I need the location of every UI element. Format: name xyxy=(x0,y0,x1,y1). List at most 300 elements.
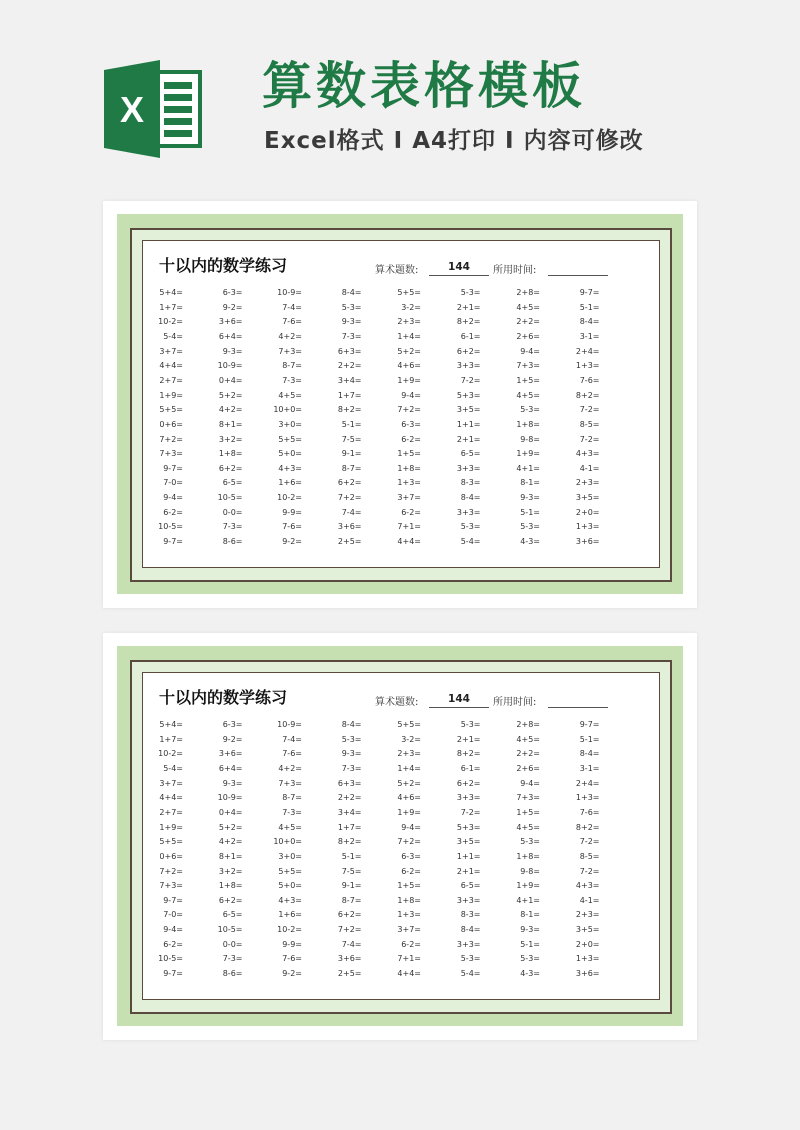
problem-cell: 7-0= xyxy=(163,910,183,920)
problem-cell: 6-5= xyxy=(222,478,243,488)
problem-cell: 1+9= xyxy=(516,881,540,891)
problem-cell: 8-5= xyxy=(579,419,600,429)
problem-cell: 5-3= xyxy=(341,734,362,744)
problem-cell: 5-4= xyxy=(460,537,481,547)
problem-cell: 5+2= xyxy=(218,390,243,400)
problem-cell: 4+2= xyxy=(278,763,302,773)
problem-cell: 2+7= xyxy=(159,375,183,385)
problem-cell: 5+5= xyxy=(159,405,183,415)
problem-cell: 3+3= xyxy=(456,507,481,517)
time-field[interactable] xyxy=(548,275,608,276)
problem-cell: 1+3= xyxy=(575,793,600,803)
problem-cell: 6+3= xyxy=(337,346,362,356)
problem-cell: 7+1= xyxy=(397,954,421,964)
problem-cell: 8-1= xyxy=(520,478,540,488)
problem-cell: 9-7= xyxy=(163,537,183,547)
problem-cell: 1+5= xyxy=(516,807,540,817)
problem-cell: 8-4= xyxy=(460,493,481,503)
problem-cell: 4+5= xyxy=(278,822,302,832)
problem-cell: 5-4= xyxy=(163,331,183,341)
problem-cell: 2+1= xyxy=(456,734,481,744)
problem-cell: 8-7= xyxy=(341,463,362,473)
problem-cell: 3+4= xyxy=(337,807,362,817)
problem-cell: 5+3= xyxy=(456,390,481,400)
problem-cell: 2+2= xyxy=(337,361,362,371)
problem-cell: 8-5= xyxy=(579,851,600,861)
problem-cell: 9-1= xyxy=(341,881,362,891)
problem-cell: 3+5= xyxy=(575,493,600,503)
problem-cell: 3-2= xyxy=(401,734,421,744)
problem-cell: 4+3= xyxy=(575,449,600,459)
problem-cell: 6-2= xyxy=(163,939,183,949)
green-border xyxy=(117,214,683,594)
problem-cell: 9-2= xyxy=(282,537,302,547)
problem-cell: 5-3= xyxy=(520,837,540,847)
problem-cell: 1+9= xyxy=(159,390,183,400)
problem-cell: 4+3= xyxy=(278,895,302,905)
problem-cell: 3+0= xyxy=(278,419,302,429)
problem-cell: 4-3= xyxy=(520,537,540,547)
problem-cell: 5+4= xyxy=(159,720,183,729)
problem-cell: 0+4= xyxy=(218,807,243,817)
problem-cell: 7-3= xyxy=(222,954,243,964)
problem-cell: 7-6= xyxy=(282,954,302,964)
problem-cell: 9-4= xyxy=(401,822,421,832)
problem-cell: 8-4= xyxy=(579,317,600,327)
problem-cell: 0-0= xyxy=(222,507,243,517)
problem-cell: 10-9= xyxy=(277,288,302,297)
problem-cell: 4+2= xyxy=(218,405,243,415)
problem-cell: 2+3= xyxy=(575,910,600,920)
problem-cell: 5+5= xyxy=(278,866,302,876)
problem-cell: 6+2= xyxy=(337,910,362,920)
problem-cell: 3+7= xyxy=(159,778,183,788)
problem-cell: 4+2= xyxy=(278,331,302,341)
problem-cell: 10-2= xyxy=(158,317,183,327)
problem-cell: 8+2= xyxy=(456,317,481,327)
problem-cell: 5+2= xyxy=(397,346,421,356)
problem-cell: 8-3= xyxy=(460,910,481,920)
problem-cell: 9-2= xyxy=(222,734,243,744)
problem-cell: 8-4= xyxy=(460,925,481,935)
problem-cell: 7-6= xyxy=(282,749,302,759)
problem-cell: 4+3= xyxy=(278,463,302,473)
problem-cell: 10+0= xyxy=(273,837,302,847)
problem-cell: 9-4= xyxy=(163,493,183,503)
problem-cell: 7-3= xyxy=(222,522,243,532)
problem-cell: 4+6= xyxy=(397,793,421,803)
worksheet-sheet xyxy=(142,240,660,568)
problem-cell: 6-2= xyxy=(163,507,183,517)
problem-cell: 7-3= xyxy=(282,375,302,385)
problem-cell: 4+5= xyxy=(516,822,540,832)
problem-cell: 2+6= xyxy=(516,331,540,341)
problem-cell: 2+0= xyxy=(575,507,600,517)
problem-cell: 8-6= xyxy=(222,537,243,547)
problem-cell: 6-3= xyxy=(222,288,243,297)
svg-text:X: X xyxy=(119,89,145,130)
problem-cell: 6-5= xyxy=(460,449,481,459)
problem-cell: 1+1= xyxy=(456,851,481,861)
problem-cell: 9-7= xyxy=(163,463,183,473)
problem-cell: 7-3= xyxy=(341,331,362,341)
worksheet-card-1 xyxy=(103,201,697,608)
problem-cell: 8-6= xyxy=(222,969,243,979)
problem-cell: 3+6= xyxy=(337,954,362,964)
problem-cell: 6+2= xyxy=(456,778,481,788)
problem-cell: 1+9= xyxy=(397,375,421,385)
problem-cell: 1+7= xyxy=(159,734,183,744)
problem-cell: 7-2= xyxy=(460,375,481,385)
problem-cell: 2+4= xyxy=(575,778,600,788)
problem-cell: 9-7= xyxy=(579,720,600,729)
count-label: 算术题数: xyxy=(375,265,419,276)
problem-cell: 7-4= xyxy=(341,507,362,517)
problem-cell: 6-3= xyxy=(401,419,421,429)
problem-cell: 1+8= xyxy=(516,419,540,429)
problem-cell: 5-3= xyxy=(460,720,481,729)
problem-cell: 4-1= xyxy=(579,895,600,905)
problem-cell: 7+2= xyxy=(159,434,183,444)
problem-cell: 8+2= xyxy=(337,405,362,415)
worksheet-sheet xyxy=(142,672,660,1000)
count-underline xyxy=(429,707,489,708)
time-label: 所用时间: xyxy=(493,697,537,708)
problem-cell: 4+2= xyxy=(218,837,243,847)
problem-cell: 10-2= xyxy=(277,925,302,935)
problem-cell: 6-2= xyxy=(401,939,421,949)
problem-cell: 8+1= xyxy=(218,851,243,861)
problem-cell: 5+4= xyxy=(159,288,183,297)
problem-cell: 7-2= xyxy=(579,866,600,876)
problem-cell: 3+7= xyxy=(397,493,421,503)
problem-cell: 4+1= xyxy=(516,895,540,905)
count-value: 144 xyxy=(448,261,470,273)
problem-cell: 3+2= xyxy=(218,866,243,876)
time-label: 所用时间: xyxy=(493,265,537,276)
problem-cell: 7+3= xyxy=(516,793,540,803)
problem-cell: 5-1= xyxy=(341,851,362,861)
problem-cell: 7-4= xyxy=(282,302,302,312)
problem-cell: 4+5= xyxy=(278,390,302,400)
problem-cell: 7-6= xyxy=(282,317,302,327)
problem-cell: 1+7= xyxy=(337,390,362,400)
problem-cell: 7-0= xyxy=(163,478,183,488)
problem-cell: 1+3= xyxy=(575,522,600,532)
problem-cell: 9-7= xyxy=(163,895,183,905)
problem-cell: 8+2= xyxy=(456,749,481,759)
problem-cell: 2+2= xyxy=(337,793,362,803)
problem-cell: 1+6= xyxy=(278,478,302,488)
page-title: 算数表格模板 xyxy=(262,57,586,115)
problem-cell: 7-5= xyxy=(341,434,362,444)
problem-cell: 9-7= xyxy=(163,969,183,979)
problem-cell: 2+2= xyxy=(516,749,540,759)
problem-cell: 6+2= xyxy=(218,895,243,905)
problem-cell: 5-3= xyxy=(520,522,540,532)
problem-cell: 4+5= xyxy=(516,390,540,400)
problem-cell: 1+3= xyxy=(397,478,421,488)
problem-cell: 6-3= xyxy=(401,851,421,861)
problem-cell: 6-2= xyxy=(401,434,421,444)
problem-cell: 6+2= xyxy=(456,346,481,356)
problem-cell: 2+3= xyxy=(397,749,421,759)
problem-cell: 9-3= xyxy=(520,925,540,935)
problem-cell: 1+8= xyxy=(218,881,243,891)
problem-cell: 2+1= xyxy=(456,866,481,876)
worksheet-title: 十以内的数学练习 xyxy=(159,688,288,707)
problem-cell: 3+6= xyxy=(575,537,600,547)
problem-cell: 3+4= xyxy=(337,375,362,385)
problem-cell: 3+3= xyxy=(456,793,481,803)
problem-cell: 4+1= xyxy=(516,463,540,473)
problem-cell: 9-9= xyxy=(282,507,302,517)
problem-cell: 6-1= xyxy=(460,763,481,773)
count-label: 算术题数: xyxy=(375,697,419,708)
problem-cell: 9-4= xyxy=(401,390,421,400)
problem-cell: 5+3= xyxy=(456,822,481,832)
problem-cell: 9-3= xyxy=(341,317,362,327)
problem-cell: 10-9= xyxy=(217,361,243,371)
problem-cell: 3+2= xyxy=(218,434,243,444)
problem-cell: 7+2= xyxy=(159,866,183,876)
problem-cell: 4+6= xyxy=(397,361,421,371)
problem-cell: 1+5= xyxy=(516,375,540,385)
problem-cell: 4-1= xyxy=(579,463,600,473)
problem-cell: 5+2= xyxy=(218,822,243,832)
excel-logo-icon xyxy=(104,60,204,158)
problem-cell: 10+0= xyxy=(273,405,302,415)
problem-cell: 5-3= xyxy=(341,302,362,312)
problem-cell: 1+3= xyxy=(397,910,421,920)
problem-cell: 7-2= xyxy=(579,434,600,444)
problem-cell: 7-3= xyxy=(282,807,302,817)
problem-cell: 3+0= xyxy=(278,851,302,861)
problem-cell: 8-3= xyxy=(460,478,481,488)
problem-cell: 8+2= xyxy=(575,390,600,400)
problem-cell: 9-7= xyxy=(579,288,600,297)
problem-cell: 8-4= xyxy=(579,749,600,759)
problem-cell: 3+5= xyxy=(575,925,600,935)
problem-cell: 3-1= xyxy=(579,763,600,773)
problem-cell: 3+5= xyxy=(456,837,481,847)
problem-cell: 7-5= xyxy=(341,866,362,876)
problem-cell: 2+3= xyxy=(397,317,421,327)
problem-cell: 2+2= xyxy=(516,317,540,327)
problem-cell: 10-2= xyxy=(277,493,302,503)
problem-cell: 6+2= xyxy=(337,478,362,488)
problem-cell: 2+0= xyxy=(575,939,600,949)
problem-cell: 3+3= xyxy=(456,895,481,905)
green-border xyxy=(117,646,683,1026)
problem-cell: 5-3= xyxy=(460,288,481,297)
problem-cell: 5+0= xyxy=(278,881,302,891)
problem-cell: 9-9= xyxy=(282,939,302,949)
problem-cell: 4+3= xyxy=(575,881,600,891)
problem-cell: 9-3= xyxy=(520,493,540,503)
problem-cell: 7+2= xyxy=(397,405,421,415)
problem-cell: 8+2= xyxy=(337,837,362,847)
problem-cell: 5-1= xyxy=(579,302,600,312)
problem-cell: 4+4= xyxy=(397,537,421,547)
problem-cell: 9-3= xyxy=(222,778,243,788)
problem-cell: 6-5= xyxy=(460,881,481,891)
problem-cell: 5+5= xyxy=(278,434,302,444)
problem-cell: 1+5= xyxy=(397,881,421,891)
problem-cell: 1+5= xyxy=(397,449,421,459)
problem-cell: 1+3= xyxy=(575,954,600,964)
problem-cell: 5+5= xyxy=(159,837,183,847)
problem-cell: 7-4= xyxy=(282,734,302,744)
problem-cell: 1+9= xyxy=(159,822,183,832)
problem-cell: 9-1= xyxy=(341,449,362,459)
problem-cell: 7-2= xyxy=(579,405,600,415)
problem-cell: 10-2= xyxy=(158,749,183,759)
problem-cell: 4+4= xyxy=(397,969,421,979)
problem-cell: 6-1= xyxy=(460,331,481,341)
problem-cell: 9-4= xyxy=(520,778,540,788)
problem-cell: 7-4= xyxy=(341,939,362,949)
problem-cell: 6+2= xyxy=(218,463,243,473)
problem-cell: 7+3= xyxy=(159,881,183,891)
problem-cell: 7-3= xyxy=(341,763,362,773)
problem-cell: 0-0= xyxy=(222,939,243,949)
problem-cell: 9-8= xyxy=(520,434,540,444)
problem-cell: 9-2= xyxy=(282,969,302,979)
problem-cell: 1+4= xyxy=(397,763,421,773)
worksheet-frame xyxy=(130,228,672,582)
problem-cell: 10-9= xyxy=(277,720,302,729)
problem-cell: 10-5= xyxy=(158,954,183,964)
problem-cell: 2+7= xyxy=(159,807,183,817)
count-underline xyxy=(429,275,489,276)
problem-cell: 2+6= xyxy=(516,763,540,773)
problem-cell: 2+5= xyxy=(337,537,362,547)
problem-cell: 1+1= xyxy=(456,419,481,429)
problem-cell: 10-5= xyxy=(158,522,183,532)
problem-cell: 3-2= xyxy=(401,302,421,312)
problem-cell: 4+5= xyxy=(516,734,540,744)
problem-cell: 2+5= xyxy=(337,969,362,979)
problem-cell: 4+4= xyxy=(159,361,183,371)
problem-cell: 5-4= xyxy=(460,969,481,979)
problem-cell: 6+4= xyxy=(218,331,243,341)
problem-cell: 1+8= xyxy=(218,449,243,459)
problem-cell: 6-2= xyxy=(401,866,421,876)
problem-cell: 4+5= xyxy=(516,302,540,312)
count-value: 144 xyxy=(448,693,470,705)
problem-cell: 2+4= xyxy=(575,346,600,356)
problem-cell: 1+6= xyxy=(278,910,302,920)
problem-cell: 5-1= xyxy=(520,507,540,517)
problem-cell: 3-1= xyxy=(579,331,600,341)
problem-cell: 8-7= xyxy=(341,895,362,905)
problem-cell: 7+3= xyxy=(516,361,540,371)
problem-cell: 7+3= xyxy=(159,449,183,459)
problem-cell: 2+8= xyxy=(516,288,540,297)
problem-cell: 5+5= xyxy=(397,720,421,729)
problem-cell: 5-1= xyxy=(520,939,540,949)
problem-cell: 2+3= xyxy=(575,478,600,488)
time-field[interactable] xyxy=(548,707,608,708)
problem-cell: 5-3= xyxy=(520,954,540,964)
problem-cell: 5-1= xyxy=(341,419,362,429)
problem-cell: 5-3= xyxy=(460,522,481,532)
problem-cell: 1+9= xyxy=(397,807,421,817)
problem-cell: 1+8= xyxy=(516,851,540,861)
problem-cell: 3+7= xyxy=(397,925,421,935)
worksheet-card-2 xyxy=(103,633,697,1040)
problem-cell: 8-4= xyxy=(341,288,362,297)
problem-cell: 5-3= xyxy=(520,405,540,415)
problem-cell: 7+2= xyxy=(397,837,421,847)
worksheet-title: 十以内的数学练习 xyxy=(159,256,288,275)
problem-cell: 3+3= xyxy=(456,939,481,949)
problem-cell: 4-3= xyxy=(520,969,540,979)
problem-cell: 9-4= xyxy=(520,346,540,356)
problem-cell: 3+6= xyxy=(218,749,243,759)
problem-cell: 3+6= xyxy=(575,969,600,979)
problem-cell: 3+7= xyxy=(159,346,183,356)
problem-cell: 8-7= xyxy=(282,361,302,371)
problem-cell: 9-2= xyxy=(222,302,243,312)
problem-cell: 6-5= xyxy=(222,910,243,920)
problem-cell: 0+6= xyxy=(159,419,183,429)
problem-cell: 10-5= xyxy=(217,493,243,503)
problem-cell: 7-2= xyxy=(579,837,600,847)
problem-cell: 3+6= xyxy=(218,317,243,327)
problem-cell: 5-1= xyxy=(579,734,600,744)
problem-cell: 0+4= xyxy=(218,375,243,385)
problem-cell: 7+3= xyxy=(278,778,302,788)
problem-cell: 1+7= xyxy=(337,822,362,832)
problem-cell: 2+8= xyxy=(516,720,540,729)
problem-cell: 6-2= xyxy=(401,507,421,517)
problem-cell: 3+6= xyxy=(337,522,362,532)
problem-cell: 7+3= xyxy=(278,346,302,356)
problem-cell: 1+7= xyxy=(159,302,183,312)
problem-cell: 9-3= xyxy=(341,749,362,759)
problem-cell: 1+8= xyxy=(397,895,421,905)
problem-cell: 10-5= xyxy=(217,925,243,935)
problem-cell: 3+5= xyxy=(456,405,481,415)
problem-cell: 6+4= xyxy=(218,763,243,773)
problem-cell: 5+5= xyxy=(397,288,421,297)
problem-cell: 8-1= xyxy=(520,910,540,920)
problem-cell: 1+8= xyxy=(397,463,421,473)
problem-cell: 7-6= xyxy=(282,522,302,532)
problem-cell: 3+3= xyxy=(456,463,481,473)
problem-cell: 8+1= xyxy=(218,419,243,429)
problem-cell: 8-4= xyxy=(341,720,362,729)
problem-cell: 1+3= xyxy=(575,361,600,371)
problem-cell: 7+1= xyxy=(397,522,421,532)
problem-cell: 7-6= xyxy=(579,375,600,385)
problem-cell: 5-3= xyxy=(460,954,481,964)
problem-cell: 8-7= xyxy=(282,793,302,803)
problem-cell: 9-8= xyxy=(520,866,540,876)
problem-cell: 10-9= xyxy=(217,793,243,803)
problem-cell: 5-4= xyxy=(163,763,183,773)
problem-cell: 0+6= xyxy=(159,851,183,861)
problem-cell: 3+3= xyxy=(456,361,481,371)
problem-cell: 7+2= xyxy=(337,493,362,503)
problem-cell: 7+2= xyxy=(337,925,362,935)
problem-cell: 2+1= xyxy=(456,434,481,444)
problem-cell: 1+9= xyxy=(516,449,540,459)
problem-cell: 2+1= xyxy=(456,302,481,312)
problem-cell: 9-3= xyxy=(222,346,243,356)
